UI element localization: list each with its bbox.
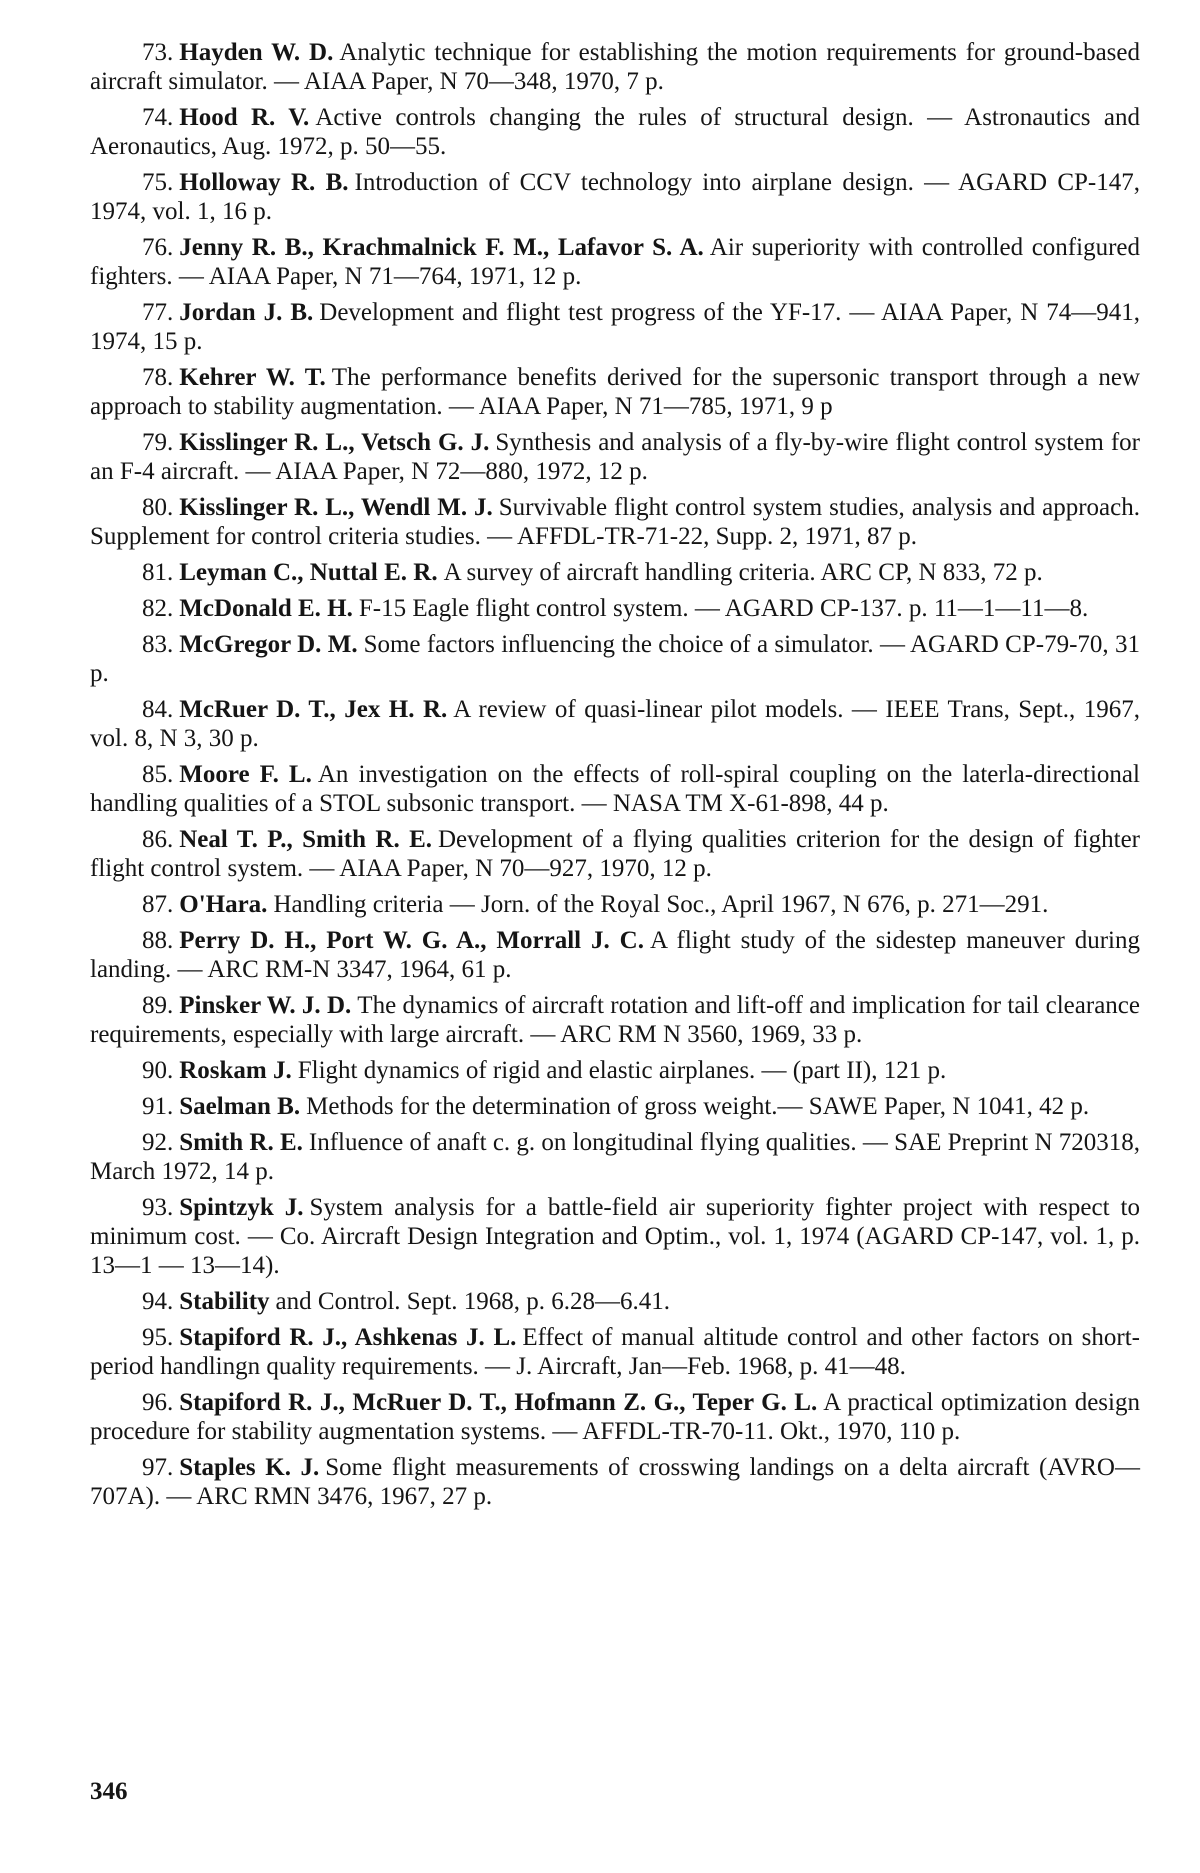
reference-text: Some flight measurements of crosswing landings on a delta aircraft (AVRO—707A). — ARC RMN 3476, 1967, 27 p. — [90, 1454, 1140, 1510]
reference-number: 77. — [142, 299, 174, 326]
reference-entry — [90, 298, 1140, 356]
reference-text: Methods for the determination of gross weight.— SAWE Paper, N 1041, 42 p. — [306, 1093, 1090, 1120]
reference-authors: Holloway R. B. — [179, 169, 349, 196]
reference-text: Active controls changing the rules of structural design. — Astronautics and Aeronautics, Aug. 1972, p. 50—55. — [90, 104, 1140, 160]
reference-entry — [90, 890, 1140, 919]
reference-number: 93. — [142, 1194, 174, 1221]
reference-entry — [90, 991, 1140, 1049]
reference-text: Survivable flight control system studies, analysis and approach. Supplement for control criteria studies. — AFFDL-TR-71-22, Supp. 2, 1971, 87 p. — [90, 494, 1140, 550]
reference-authors: Hayden W. D. — [179, 39, 334, 66]
reference-entry — [90, 558, 1140, 587]
reference-text: The performance benefits derived for the supersonic transport through a new approach to stability augmentation. — AIAA Paper, N 71—785, 1971, 9 p — [90, 364, 1140, 420]
reference-text: A review of quasi-linear pilot models. — IEEE Trans, Sept., 1967, vol. 8, N 3, 30 p. — [90, 696, 1140, 752]
reference-number: 88. — [142, 927, 174, 954]
reference-authors: Spintzyk J. — [179, 1194, 304, 1221]
reference-number: 89. — [142, 992, 174, 1019]
reference-entry — [90, 630, 1140, 688]
reference-authors: Stapiford R. J., Ashkenas J. L. — [179, 1324, 517, 1351]
reference-number: 82. — [142, 595, 174, 622]
reference-entry — [90, 1092, 1140, 1121]
reference-number: 96. — [142, 1389, 174, 1416]
reference-authors: Kehrer W. T. — [179, 364, 326, 391]
reference-text: Influence of anaft c. g. on longitudinal flying qualities. — SAE Preprint N 720318, March 1972, 14 p. — [90, 1129, 1140, 1185]
reference-text: The dynamics of aircraft rotation and lift-off and implication for tail clearance requirements, especially with large aircraft. — ARC RM N 3560, 1969, 33 p. — [90, 992, 1140, 1048]
reference-entry — [90, 1056, 1140, 1085]
reference-text: F-15 Eagle flight control system. — AGARD CP-137. p. 11—1—11—8. — [358, 595, 1089, 622]
page-number: 346 — [90, 1778, 128, 1805]
reference-number: 75. — [142, 169, 174, 196]
reference-authors: Kisslinger R. L., Wendl M. J. — [179, 494, 493, 521]
reference-authors: Jordan J. B. — [179, 299, 314, 326]
reference-entry — [90, 926, 1140, 984]
reference-authors: McDonald E. H. — [179, 595, 353, 622]
reference-text: Air superiority with controlled configured fighters. — AIAA Paper, N 71—764, 1971, 12 p. — [90, 234, 1140, 290]
reference-number: 80. — [142, 494, 174, 521]
reference-entry — [90, 168, 1140, 226]
reference-text: Analytic technique for establishing the motion requirements for ground-based aircraft simulator. — AIAA Paper, N 70—348, 1970, 7 p. — [90, 39, 1140, 95]
reference-authors: Stability — [179, 1288, 270, 1315]
reference-text: Development of a flying qualities criterion for the design of fighter flight control system. — AIAA Paper, N 70—927, 1970, 12 p. — [90, 826, 1140, 882]
reference-text: A practical optimization design procedure for stability augmentation systems. — AFFDL-TR-70-11. Okt., 1970, 110 p. — [90, 1389, 1140, 1445]
reference-authors: Leyman C., Nuttal E. R. — [179, 559, 438, 586]
reference-authors: Jenny R. B., Krachmalnick F. M., Lafavor S. A. — [179, 234, 704, 261]
reference-number: 85. — [142, 761, 174, 788]
reference-authors: Moore F. L. — [179, 761, 312, 788]
reference-text: A survey of aircraft handling criteria. ARC CP, N 833, 72 p. — [443, 559, 1043, 586]
reference-authors: Neal T. P., Smith R. E. — [179, 826, 432, 853]
reference-text: Development and flight test progress of the YF-17. — AIAA Paper, N 74—941, 1974, 15 p. — [90, 299, 1140, 355]
reference-number: 97. — [142, 1454, 174, 1481]
reference-text: Flight dynamics of rigid and elastic airplanes. — (part II), 121 p. — [297, 1057, 947, 1084]
reference-entry — [90, 1193, 1140, 1280]
reference-authors: Smith R. E. — [179, 1129, 303, 1156]
reference-number: 73. — [142, 39, 174, 66]
reference-entry — [90, 825, 1140, 883]
reference-authors: Saelman B. — [179, 1093, 301, 1120]
reference-authors: Roskam J. — [179, 1057, 292, 1084]
reference-number: 90. — [142, 1057, 174, 1084]
reference-number: 79. — [142, 429, 174, 456]
reference-entry — [90, 38, 1140, 96]
reference-number: 83. — [142, 631, 174, 658]
reference-entry — [90, 1453, 1140, 1511]
reference-text: A flight study of the sidestep maneuver during landing. — ARC RM-N 3347, 1964, 61 p. — [90, 927, 1140, 983]
reference-number: 78. — [142, 364, 174, 391]
reference-entry — [90, 760, 1140, 818]
reference-entry — [90, 1323, 1140, 1381]
reference-number: 74. — [142, 104, 174, 131]
reference-number: 76. — [142, 234, 174, 261]
reference-number: 86. — [142, 826, 174, 853]
reference-entry — [90, 233, 1140, 291]
reference-entry — [90, 695, 1140, 753]
reference-authors: McGregor D. M. — [179, 631, 358, 658]
reference-entry — [90, 1128, 1140, 1186]
reference-authors: McRuer D. T., Jex H. R. — [179, 696, 448, 723]
reference-entry — [90, 428, 1140, 486]
reference-authors: Kisslinger R. L., Vetsch G. J. — [179, 429, 490, 456]
reference-entry — [90, 493, 1140, 551]
reference-text: Introduction of CCV technology into airplane design. — AGARD CP-147, 1974, vol. 1, 16 p. — [90, 169, 1141, 225]
reference-number: 91. — [142, 1093, 174, 1120]
reference-authors: Pinsker W. J. D. — [179, 992, 352, 1019]
reference-text: System analysis for a battle-field air superiority fighter project with respect to minimum cost. — Co. Aircraft Design Integration and Optim., vol. 1, 1974 (AGARD CP-147, vol. 1, p. 13—1 — 13—14). — [90, 1194, 1140, 1279]
reference-number: 84. — [142, 696, 174, 723]
reference-authors: Staples K. J. — [179, 1454, 320, 1481]
reference-text: Synthesis and analysis of a fly-by-wire flight control system for an F-4 aircraft. — AIAA Paper, N 72—880, 1972, 12 p. — [90, 429, 1140, 485]
reference-entry — [90, 1287, 1140, 1316]
reference-number: 87. — [142, 891, 174, 918]
reference-text: Some factors influencing the choice of a simulator. — AGARD CP-79-70, 31 p. — [90, 631, 1140, 687]
reference-authors: O'Hara. — [179, 891, 268, 918]
reference-number: 92. — [142, 1129, 174, 1156]
reference-text: Handling criteria — Jorn. of the Royal Soc., April 1967, N 676, p. 271—291. — [273, 891, 1049, 918]
reference-entry — [90, 103, 1140, 161]
reference-authors: Hood R. V. — [179, 104, 310, 131]
reference-number: 94. — [142, 1288, 174, 1315]
reference-entry — [90, 1388, 1140, 1446]
reference-authors: Perry D. H., Port W. G. A., Morrall J. C. — [179, 927, 644, 954]
reference-text: An investigation on the effects of roll-spiral coupling on the laterla-directional handling qualities of a STOL subsonic transport. — NASA TM X-61-898, 44 p. — [90, 761, 1140, 817]
reference-text: Effect of manual altitude control and other factors on short-period handlingn quality requirements. — J. Aircraft, Jan—Feb. 1968, p. 41—48. — [90, 1324, 1140, 1380]
reference-text: and Control. Sept. 1968, p. 6.28—6.41. — [275, 1288, 670, 1315]
reference-number: 81. — [142, 559, 174, 586]
reference-authors: Stapiford R. J., McRuer D. T., Hofmann Z. G., Teper G. L. — [179, 1389, 818, 1416]
reference-entry — [90, 594, 1140, 623]
reference-entry — [90, 363, 1140, 421]
reference-number: 95. — [142, 1324, 174, 1351]
reference-list — [90, 38, 1140, 1518]
